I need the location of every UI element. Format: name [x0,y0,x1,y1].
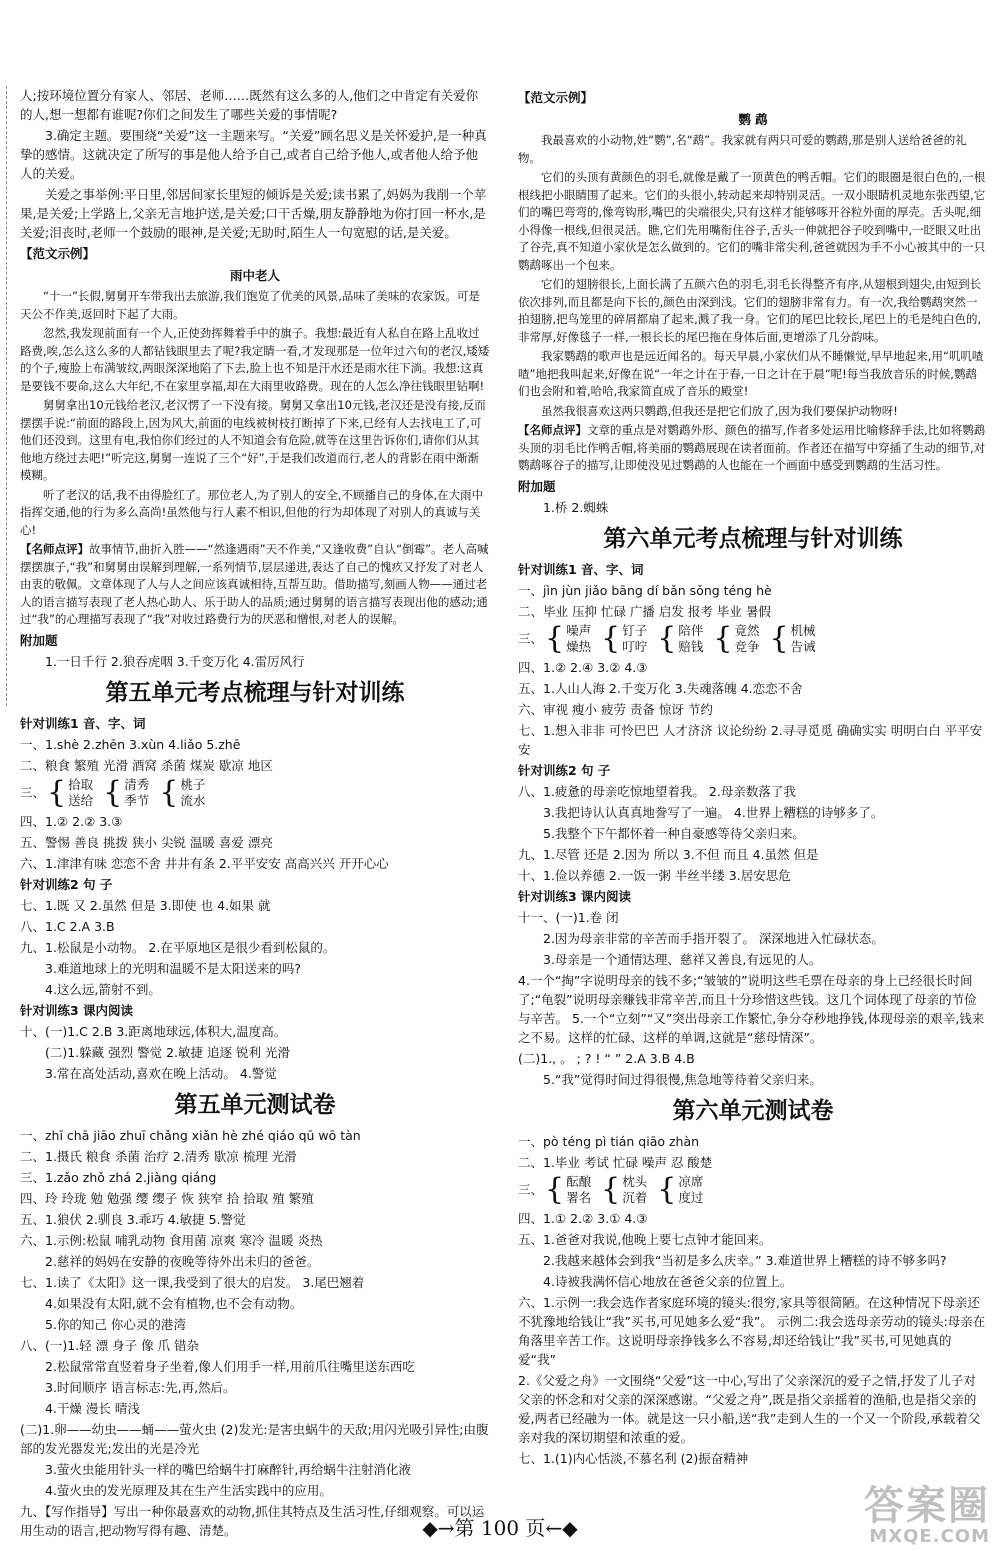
brace-icon: { [713,620,733,656]
u6-brace-num: 三、 [518,631,544,646]
u6-line11a: 十一、(一)1.卷 闭 [518,909,619,925]
right-column [518,86,988,1470]
brace-item: 酝酿 [566,1173,592,1189]
t5-line4: 四、玲 玲珑 勉 勉强 缨 缨子 恢 狭窄 拾 拾取 殖 繁殖 [20,1190,314,1206]
example-tag: 【范文示例】 [20,246,96,261]
brace-icon: { [47,774,67,810]
t6-line4: 四、1.① 2.② 3.① 4.③ [518,1210,648,1226]
page-number-text: 第 100 页 [454,1516,546,1540]
brace-item: 竞争 [734,638,760,654]
u6-line10: 十、1.俭以养德 2.一饭一粥 半丝半缕 3.居安思危 [518,867,791,883]
brace-icon: { [545,620,565,656]
brace-icon: { [103,774,123,810]
u6-training1-title: 针对训练1 音、字、词 [518,561,644,577]
left-column [20,86,490,1542]
brace-group [159,774,206,810]
brace-item: 竟然 [734,622,760,638]
brace-item: 清秀 [124,776,150,792]
t6-line5b: 2.我越来越体会到我“当初是多么庆幸。” 3.难道世界上糟糕的诗不够多吗? [543,1252,947,1268]
brace-group [657,620,704,656]
brace-icon: { [657,1171,677,1207]
u6-line11b: 2.因为母亲非常的辛苦而手指开裂了。 深深地进入忙碌状态。 [543,930,884,946]
u5-training3-title: 针对训练3 课内阅读 [20,1002,134,1018]
t5-line8a: 八、(一)1.轻 漂 身子 像 爪 错杂 [20,1337,200,1353]
brace-group [545,620,592,656]
t5-line8c: 3.时间顺序 语言标志:先,再,然后。 [45,1379,236,1395]
intro-paragraph-2: 3.确定主题。要围绕“关爱”这一主题来写。“关爱”顾名思义是关怀爱护,是一种真挚的感情。这就决定了所写的事是他人给予自己,或者自己给予他人,或者他人给予他人的关爱。 [20,128,487,181]
brace-item: 拾取 [68,776,94,792]
brace-icon: { [545,1171,565,1207]
page-number [0,1512,1000,1541]
brace-item: 陪伴 [678,622,704,638]
brace-group [103,774,150,810]
brace-icon: { [601,620,621,656]
u6-training2-title: 针对训练2 句 子 [518,762,611,778]
t5-line5: 五、1.狼伏 2.驯良 3.乖巧 4.敏捷 5.警觉 [20,1211,246,1227]
u6-line8a: 八、1.疲惫的母亲吃惊地望着我。 2.母亲数落了我 [518,783,796,799]
unit5-title: 第五单元考点梳理与针对训练 [105,678,405,706]
brace-item: 钉子 [622,622,648,638]
u5-line9a: 九、1.松鼠是小动物。 2.在平原地区是很少看到松鼠的。 [20,939,336,955]
brace-group [769,620,816,656]
brace-item: 赔钱 [678,638,704,654]
brace-item: 桃子 [180,776,206,792]
t6-brace-row [518,1171,988,1207]
watermark-logo [864,1485,990,1547]
brace-icon: { [769,620,789,656]
u5-line4: 四、1.② 2.② 3.③ [20,813,123,829]
brace-item: 署名 [566,1189,592,1205]
brace-icon: { [657,620,677,656]
t6-line2: 二、1.毕业 考试 忙碌 噪声 忍 酸楚 [518,1154,713,1170]
essay-paragraph-1: 我最喜欢的小动物,姓“鹦”,名“鹉”。我家就有两只可爱的鹦鹉,那是别人送给爸爸的礼物。 [518,133,967,165]
brace-item: 季节 [124,792,150,808]
t6-line5c: 4.诗被我满怀信心地放在爸爸父亲的位置上。 [543,1273,793,1289]
t5-line8d: 4.干燥 漫长 晴浅 [45,1400,140,1416]
essay-paragraph-5: 虽然我很喜欢这两只鹦鹉,但我还是把它们放了,因为我们要保护动物呀! [541,403,898,418]
t5-line7a: 2.慈祥的妈妈在安静的夜晚等待外出未归的爸爸。 [45,1253,320,1269]
t5-line7c: 4.如果没有太阳,就不会有植物,也不会有动物。 [45,1295,303,1311]
brace-item: 度过 [678,1189,704,1205]
u6-brace-row [518,620,988,656]
t5-line7b: 七、1.读了《太阳》这一课,我受到了很大的启发。 3.尾巴翘着 [20,1274,365,1290]
u6-line5: 五、1.人山人海 2.千变万化 3.失魂落魄 4.恋恋不舍 [518,680,803,696]
arrow-left-icon: ◆→ [422,1516,455,1540]
brace-item: 叮咛 [622,638,648,654]
brace-item: 送给 [68,792,94,808]
t5-line8e: (二)1.卵——幼虫——蛹——萤火虫 (2)发光:是害虫蜗牛的天敌;用闪光吸引异性;由腹部的发光器发光;发出的光是冷光 [20,1421,489,1456]
brace-group [601,620,648,656]
u6-line8c: 5.我整个下午都怀着一种自豪感等待父亲归来。 [543,825,805,841]
brace-item: 燥热 [566,638,592,654]
watermark-sub: MXQE.COM [869,1526,990,1547]
unit6-title: 第六单元考点梳理与针对训练 [603,524,903,552]
essay-paragraph-3: 舅舅拿出10元钱给老汉,老汉愣了一下没有接。舅舅又拿出10元钱,老汉还是没有接,反而摆摆手说:“前面的路段上,因为风大,前面的电线被树枝打断掉了下来,已经有人去找电工了,可他们还没到。这里有电,我怕你们经过的人不知道会有危险,就等在这里告诉你们,请你们从其他地方绕过去吧!”听完这,舅舅一连说了三个“好”,于是我们改道而行,老人的背影在雨中渐渐模糊。 [20,398,486,482]
u6-line4: 四、1.② 2.④ 3.② 4.③ [518,659,648,675]
comment-tag: 【名师点评】 [20,542,89,556]
t5-line8g: 4.萤火虫的发光原理及其在生产生活实践中的应用。 [45,1482,332,1498]
t6-line1: 一、pò téng pì tián qiāo zhàn [518,1133,700,1149]
t6-line7: 七、1.(1)内心恬淡,不慕名利 (2)振奋精神 [518,1450,749,1466]
example-tag: 【范文示例】 [518,90,594,105]
comment-text: 故事情节,曲折入胜——“然逢遇雨”天不作美,“又逢收费”自认“倒霉”。老人高喊摆摆旗子,“我”和舅舅由误解到理解,一系列情节,层层递进,表达了自己的愧疚又抒发了对老人由衷的敬佩。文章体现了人与人之间应该真诚相待,互帮互助。借助描写,刻画人物——通过老人的语言描写表现了老人热心助人、乐于助人的品质;通过舅舅的语言描写表现出他的感动;通过“我”的心理描写表现了“我”对收过路费行为的厌恶和憎恨,对老人的误解。 [20,542,489,626]
u5-line2: 二、粮食 繁殖 光滑 酒窝 杀菌 煤炭 歇凉 地区 [20,757,273,773]
t6-line5a: 五、1.爸爸对我说,他晚上要七点钟才能回来。 [518,1231,772,1247]
t5-line1: 一、zhī chā jiāo zhuī chǎng xiǎn hè zhé qiáo qū wō tàn [20,1127,361,1143]
watermark-main: 答案圈 [864,1483,990,1529]
u6-line9: 九、1.尽管 还是 2.因为 所以 3.不但 而且 4.虽然 但是 [518,846,819,862]
brace-group [601,1171,648,1207]
u5-line5: 五、警惕 善良 挑拨 狭小 尖锐 温暖 喜爱 漂亮 [20,834,273,850]
t6-line6a: 六、1.示例一:我会选作者家庭环境的镜头:很穷,家具等很简陋。在这种情况下母亲还不犹豫地给钱让“我”买书,可见她多么爱“我”。 示例二:我会选母亲劳动的镜头:母亲在角落里辛苦工作。这说明母亲挣钱多么不容易,却还给钱让“我”买书,可见她真的爱“我” [518,1294,986,1367]
bonus-tag: 附加题 [518,478,556,494]
bonus-answers: 1.桥 2.蜘蛛 [543,499,609,515]
brace-group [47,774,94,810]
u6-line1: 一、jìn jùn jiǎo bāng dí bǎn sǒng téng hè [518,582,772,598]
u5-line9c: 4.这么远,箭射不到。 [45,981,161,997]
bonus-tag: 附加题 [20,632,58,648]
teacher-comment [20,541,490,629]
t5-line7d: 5.你的知己 你心灵的港湾 [45,1316,186,1332]
test5-title: 第五单元测试卷 [174,1090,336,1118]
test6-title: 第六单元测试卷 [672,1096,834,1124]
t6-line6b: 2.《父爱之舟》一文围绕“父爱”这一中心,写出了父亲深沉的爱子之情,抒发了儿子对父亲的怀念和对父亲的深深感谢。“父爱之舟”,既是指父亲摇着的渔船,也是指父亲的爱,两者已经融为一体。就是这一只小船,送“我”走到人生的一个又一个阶段,承载着父亲对我的深切期望和浓重的爱。 [518,1372,981,1445]
u6-line6: 六、审视 瘦小 疲劳 责备 惊讶 节约 [518,701,713,717]
brace-group [713,620,760,656]
t5-line2: 二、1.摄氏 粮食 杀菌 治疗 2.清秀 歇凉 梳理 光滑 [20,1148,297,1164]
brace-item: 告诫 [790,638,816,654]
comment-text: 文章的重点是对鹦鹉外形、颜色的描写,作者多处运用比喻修辞手法,比如将鹦鹉头顶的羽毛比作鸭舌帽,将美丽的鹦鹉展现在读者面前。作者还在描写中穿插了生动的细节,对鹦鹉啄谷子的描写,让即使没见过鹦鹉的人也能在一个画面中感受到鹦鹉的生活习性。 [518,423,986,472]
u6-line11d: 4.一个“掏”字说明母亲的钱不多;“皱皱的”说明这些毛票在母亲的身上已经很长时间了;“龟裂”说明母亲赚钱非常辛苦,而且十分珍惜这些钱。这几个词体现了母亲的节俭与辛苦。 5.一个“立刻”“又”突出母亲工作繁忙,争分夺秒地挣钱,体现母亲的艰辛,钱来之不易。这样的忙碌、这样的单调,这就是“慈母情深”。 [518,972,985,1045]
u6-line7: 七、1.想入非非 可怜巴巴 人才济济 议论纷纷 2.寻寻觅觅 确确实实 明明白白 平平安安 [518,722,983,757]
u5-line8: 八、1.C 2.A 3.B [20,918,115,934]
u5-training1-title: 针对训练1 音、字、词 [20,715,146,731]
u5-line6: 六、1.津津有味 恋恋不舍 井井有条 2.平平安安 高高兴兴 开开心心 [20,855,389,871]
u6-line11c: 3.母亲是一个通情达理、慈祥又善良,有远见的人。 [543,951,822,967]
essay-paragraph-4: 我家鹦鹉的歌声也是远近闻名的。每天早晨,小家伙们从不睡懒觉,早早地起来,用“叽叽喳喳”地把我叫起来,好像在说“一年之计在于春,一日之计在于晨”呢!每当我放音乐的时候,鹦鹉们也会附和着,哈哈,我家简直成了音乐的殿堂! [518,349,984,398]
u5-training2-title: 针对训练2 句 子 [20,876,113,892]
brace-item: 枕头 [622,1173,648,1189]
t5-line3: 三、1.zǎo zhǒ zhá 2.jiàng qiáng [20,1169,217,1185]
essay-paragraph-3: 它们的翅膀很长,上面长满了五颜六色的羽毛,羽毛长得整齐有序,从翅根到翅尖,由短到长依次排列,而且都是向下长的,颜色由深到浅。它们的翅膀非常有力。有一次,我给鹦鹉突然一拍翅膀,把鸟笼里的碎屑都扇了起来,溅了我一身。它们的尾巴比较长,尾巴上的毛是纯白色的,非常厚,好像毯子一样,一根长长的尾巴拖在身体后面,更增添了几分韵味。 [518,277,982,344]
u5-brace-num: 三、 [20,785,46,800]
t6-brace-num: 三、 [518,1182,544,1197]
left-margin-rule [6,86,7,706]
brace-item: 流水 [180,792,206,808]
u6-line11f: 5.“我”觉得时间过得很慢,焦急地等待着父亲归来。 [543,1071,822,1087]
essay-title: 鹦 鹉 [738,112,768,127]
u5-line9b: 3.难道地球上的光明和温暖不是太阳送来的吗? [45,960,302,976]
u6-line8b: 3.我把诗认认真真地誊写了一遍。 4.世界上糟糕的诗够多了。 [543,804,884,820]
u5-line10c: 3.常在高处活动,喜欢在晚上活动。 4.警觉 [45,1065,277,1081]
u6-training3-title: 针对训练3 课内阅读 [518,888,632,904]
intro-paragraph-3: 关爱之事举例:平日里,邻居间家长里短的倾诉是关爱;读书累了,妈妈为我削一个苹果,是关爱;上学路上,父亲无言地护送,是关爱;口干舌燥,朋友静静地为你打回一杯水,是关爱;泪丧时,老师一个鼓励的眼神,是关爱;无助时,陌生人一句宽慰的话,是关爱。 [20,187,487,240]
u6-line11e: (二)1., 。 ; ? ! “ ” 2.A 3.B 4.B [518,1050,695,1066]
essay-paragraph-1: “十一”长假,舅舅开车带我出去旅游,我们饱览了优美的风景,品味了美味的农家饭。可是天公不作美,返回时下起了大雨。 [20,289,480,321]
brace-item: 凉席 [678,1173,704,1189]
brace-item: 沉着 [622,1189,648,1205]
t5-line8f: 3.萤火虫能用针头一样的嘴巴给蜗牛打麻醉针,再给蜗牛注射消化液 [45,1461,411,1477]
essay-title: 雨中老人 [229,268,280,283]
u6-line2: 二、毕业 压抑 忙碌 广播 启发 报考 毕业 暑假 [518,603,771,619]
brace-group [545,1171,592,1207]
brace-item: 机械 [790,622,816,638]
bonus-answers: 1.一日千行 2.狼吞虎咽 3.千变万化 4.雷厉风行 [45,653,305,669]
t5-line6: 六、1.示例:松鼠 哺乳动物 食用菌 凉爽 寒冷 温暖 炎热 [20,1232,323,1248]
t5-line8b: 2.松鼠常常直竖着身子坐着,像人们用手一样,用前爪往嘴里送东西吃 [45,1358,415,1374]
brace-item: 噪声 [566,622,592,638]
u5-line10a: 十、(一)1.C 2.B 3.距离地球远,体积大,温度高。 [20,1023,287,1039]
arrow-right-icon: ←◆ [545,1516,578,1540]
u5-line10b: (二)1.躲藏 强烈 警觉 2.敏捷 追逐 锐利 光滑 [45,1044,290,1060]
u5-line7: 七、1.既 又 2.虽然 但是 3.即使 也 4.如果 就 [20,897,271,913]
essay-paragraph-2: 它们的头顶有黄颜色的羽毛,就像是戴了一顶黄色的鸭舌帽。它们的眼圈是很白色的,一根根线把小眼睛围了起来。它们的头很小,转动起来却特别灵活。一双小眼睛机灵地东张西望,它们的嘴巴弯弯的,像弯钩形,嘴巴的尖端很尖,只有这样才能够啄开谷粒外面的厚壳。舌头呢,细小得像一根线,但很灵活。瞧,它们先用嘴衔住谷子,舌头一伸就把谷子咬到嘴中,一眨眼又吐出了谷壳,真不知道小家伙是怎么做到的。它们的嘴非常尖利,爸爸就因为手不小心被其中的一只鹦鹉啄出一个包来。 [518,170,986,272]
intro-paragraph-1: 人;按环境位置分有家人、邻居、老师……既然有这么多的人,他们之中肯定有关爱你的人,想一想都有谁呢?你们之间发生了哪些关爱的事情呢? [20,88,479,122]
brace-group [657,1171,704,1207]
essay-paragraph-4: 听了老汉的话,我不由得脸红了。那位老人,为了别人的安全,不顾播自己的身体,在大雨中指挥交通,他的行为多么高尚!虽然他与行人素不相识,但他的行为却体现了对别人的真诚与关心! [20,487,484,537]
brace-icon: { [601,1171,621,1207]
u5-line1: 一、1.shè 2.zhēn 3.xùn 4.liǎo 5.zhē [20,736,241,752]
u5-brace-row [20,774,490,810]
teacher-comment [518,422,988,475]
t5-line9: 九、【写作指导】写出一种你最喜欢的动物,抓住其特点及生活习性,仔细观察。可以运用生动的语言,把动物写得有趣、清楚。 [20,1503,485,1538]
brace-icon: { [159,774,179,810]
essay-paragraph-2: 忽然,我发现前面有一个人,正使劲挥舞着手中的旗子。我想:最近有人私自在路上乱收过路费,唉,怎么这么多的人都钻钱眼里去了呢?我定睛一看,才发现那是一位年过六旬的老汉,矮矮的个子,瘦脸上布满皱纹,两眼深深地陷了下去,脸上也不知是汗水还是雨水往下淌。我想:这真是要钱不要命,这么大年纪,不在家里享福,却在大雨里收路费。现在的人怎么净往钱眼里钻啊! [20,326,490,393]
comment-tag: 【名师点评】 [518,423,587,437]
